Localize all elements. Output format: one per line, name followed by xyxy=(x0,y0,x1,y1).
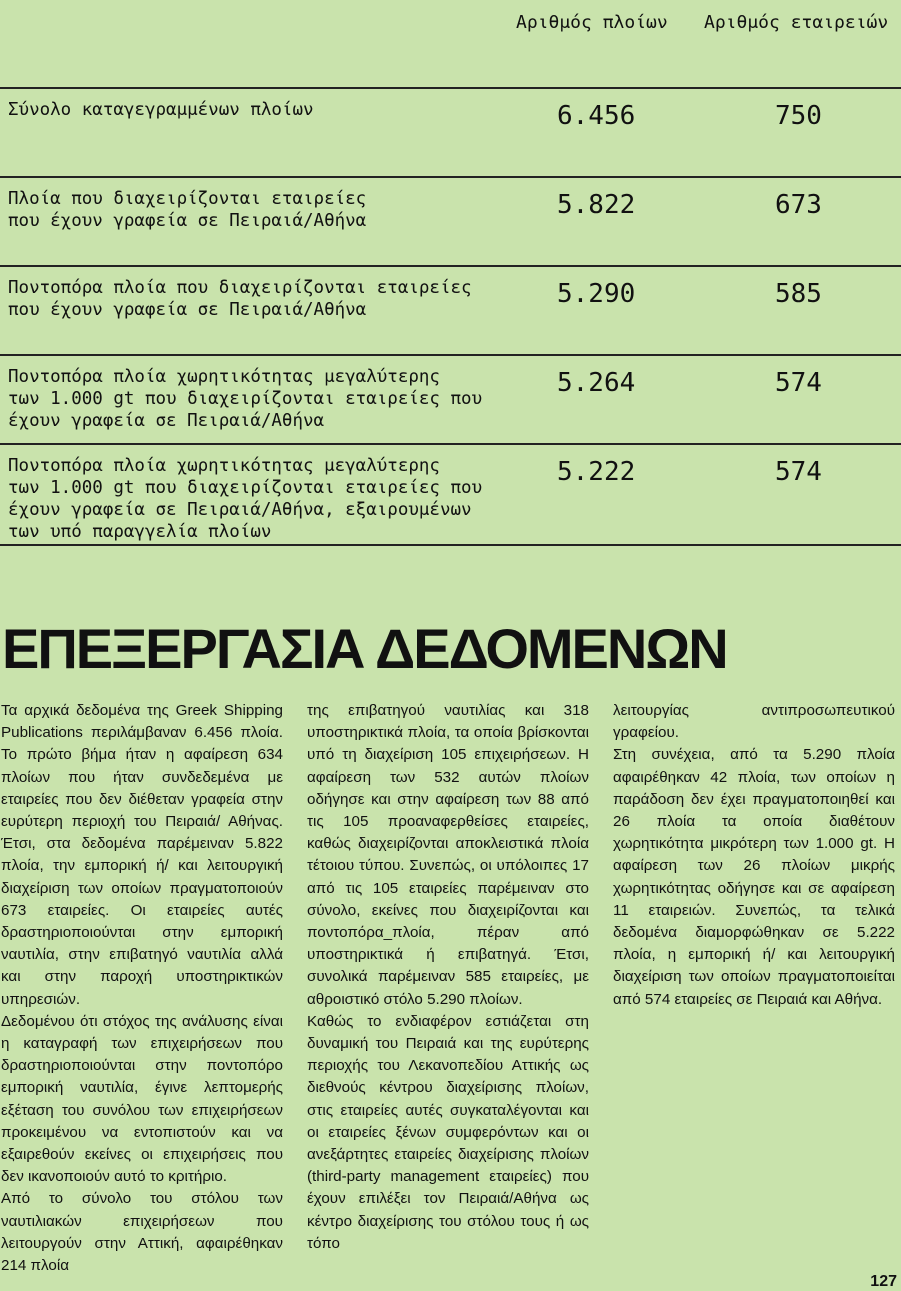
ships-count: 6.456 xyxy=(557,101,636,131)
ships-count: 5.822 xyxy=(557,190,636,220)
companies-count: 574 xyxy=(775,457,822,487)
paragraph: Από το σύνολο του στόλου των ναυτιλιακών επιχειρήσεων που λειτουργούν στην Αττική, αφαιρέθηκαν 214 πλοία xyxy=(1,1190,283,1275)
header-ships: Αριθμός πλοίων xyxy=(516,12,668,33)
paragraph: Τα αρχικά δεδομένα της Greek Shipping Publications περιλάμβαναν 6.456 πλοία. Το πρώτο βήμα ήταν η αφαίρεση 634 πλοίων που ήταν συνδεδεμένα με εταιρείες που δεν διέθεταν γραφεία στην ευρύτερη περιοχή του Πειραιά/ Αθήνας. Έτσι, στα δεδομένα παρέμειναν 5.822 πλοία, την εμπορική ή/ και λειτουργική διαχείριση των οποίων πραγματοποιούν 673 εταιρείες. Οι εταιρείες αυτές δραστηριοποιούνται στην εμπορική ναυτιλία, στην επιβατηγό ναυτιλία αλλά και στην παροχή υποστηρικτικών υπηρεσιών. xyxy=(1,702,283,1008)
paragraph: Δεδομένου ότι στόχος της ανάλυσης είναι η καταγραφή των επιχειρήσεων που δραστηριοποιούνται στην ποντοπόρο εμπορική ναυτιλία, έγινε λεπτομερής εξέταση του συνόλου των επιχειρήσεων προκειμένου να εντοπιστούν και να εξαιρεθούν εκείνες οι επιχειρήσεις που δεν ικανοποιούν αυτό το κριτήριο. xyxy=(1,1012,283,1186)
row-label: Σύνολο καταγεγραμμένων πλοίων xyxy=(8,100,314,120)
table-header xyxy=(0,0,901,89)
ships-count: 5.264 xyxy=(557,368,636,398)
text-column-1 xyxy=(1,700,283,1277)
table-row xyxy=(0,178,901,267)
paragraph: Στη συνέχεια, από τα 5.290 πλοία αφαιρέθηκαν 42 πλοία, των οποίων η παράδοση δεν έχει πραγματοποιηθεί και 26 πλοία τα οποία διαθέτουν χωρητικότητα μικρότερη των 1.000 gt. Η αφαίρεση των 26 πλοίων μικρής χωρητικότητας οδήγησε και σε αφαίρεση 11 εταιρειών. Συνεπώς, τα τελικά δεδομένα διαμορφώθηκαν σε 5.222 πλοία, η εμπορική ή/ και λειτουργική διαχείριση των οποίων πραγματοποιείται από 574 εταιρείες σε Πειραιά και Αθήνα. xyxy=(613,746,895,1008)
companies-count: 574 xyxy=(775,368,822,398)
table-row xyxy=(0,267,901,356)
table-row xyxy=(0,445,901,546)
table-row xyxy=(0,356,901,445)
companies-count: 673 xyxy=(775,190,822,220)
ships-count: 5.290 xyxy=(557,279,636,309)
paragraph: Καθώς το ενδιαφέρον εστιάζεται στη δυναμική του Πειραιά και της ευρύτερης περιοχής του Λεκανοπεδίου Αττικής ως διεθνούς κέντρου διαχείρισης πλοίων, στις εταιρείες αυτές συγκαταλέγονται και οι εταιρείες ξένων συμφερόντων και οι ανεξάρτητες εταιρείες διαχείρισης πλοίων (third-party management εταιρείες) που έχουν επιλέξει τον Πειραιά/Αθήνα ως κέντρο διαχείρισης του στόλου τους ή ως τόπο xyxy=(307,1012,589,1252)
row-label: Ποντοπόρα πλοία χωρητικότητας μεγαλύτερης των 1.000 gt που διαχειρίζονται εταιρείες που έχουν γραφεία σε Πειραιά/Αθήνα xyxy=(8,367,483,431)
text-column-3 xyxy=(613,700,895,1011)
companies-count: 585 xyxy=(775,279,822,309)
paragraph: λειτουργίας αντιπροσωπευτικού γραφείου. xyxy=(613,702,895,742)
data-table xyxy=(0,0,901,546)
ships-count: 5.222 xyxy=(557,457,636,487)
text-column-2 xyxy=(307,700,589,1255)
header-companies: Αριθμός εταιρειών xyxy=(704,12,889,33)
row-label: Ποντοπόρα πλοία που διαχειρίζονται εταιρείες που έχουν γραφεία σε Πειραιά/Αθήνα xyxy=(8,278,472,320)
section-heading: ΕΠΕΞΕΡΓΑΣΙΑ ΔΕΔΟΜΕΝΩΝ xyxy=(2,617,727,680)
paragraph: της επιβατηγού ναυτιλίας και 318 υποστηρικτικά πλοία, τα οποία βρίσκονται υπό τη διαχείριση 105 επιχειρήσεων. Η αφαίρεση των 532 αυτών πλοίων οδήγησε και στην αφαίρεση των 88 από τις 105 προαναφερθείσες εταιρείες, καθώς διαχειρίζονται αποκλειστικά πλοία τέτοιου τύπου. Συνεπώς, οι υπόλοιπες 17 από τις 105 εταιρείες παρέμειναν στο σύνολο, εκείνες που διαχειρίζονται και ποντοπόρα_πλοία, πέραν από υποστηρικτικά ή επιβατηγά. Έτσι, συνολικά παρέμειναν 585 εταιρείες, με αθροιστικό στόλο 5.290 πλοίων. xyxy=(307,702,589,1008)
page-number: 127 xyxy=(870,1273,897,1290)
row-label: Ποντοπόρα πλοία χωρητικότητας μεγαλύτερης των 1.000 gt που διαχειρίζονται εταιρείες που έχουν γραφεία σε Πειραιά/Αθήνα, εξαιρουμένων των υπό παραγγελία πλοίων xyxy=(8,456,483,542)
row-label: Πλοία που διαχειρίζονται εταιρείες που έχουν γραφεία σε Πειραιά/Αθήνα xyxy=(8,189,367,231)
companies-count: 750 xyxy=(775,101,822,131)
table-row xyxy=(0,89,901,178)
